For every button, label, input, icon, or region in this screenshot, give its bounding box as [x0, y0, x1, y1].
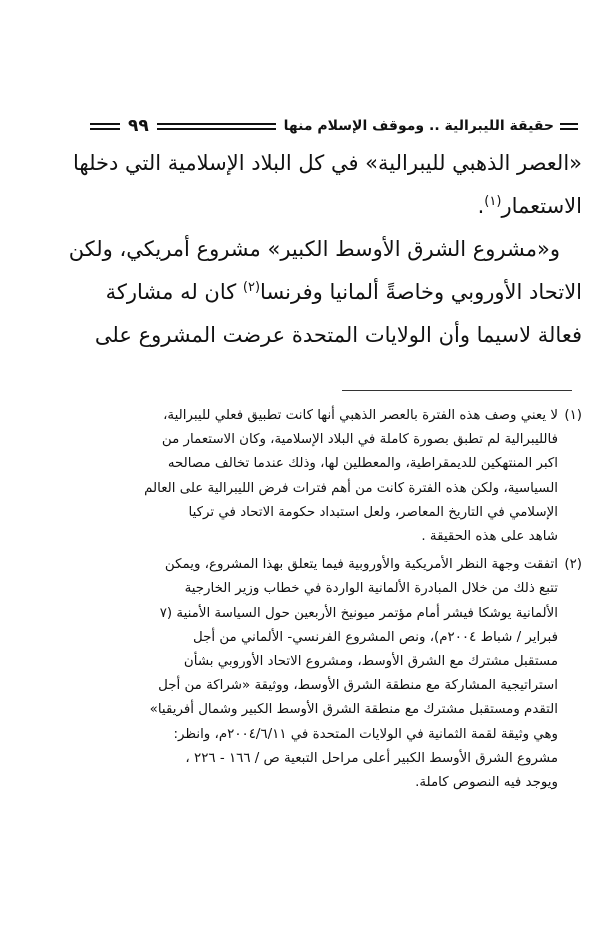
paragraph-2-line-2a: الاتحاد الأوروبي وخاصةً ألمانيا وفرنسا [260, 280, 582, 304]
footnote-line: مشروع الشرق الأوسط الكبير أعلى مراحل التبعية ص / ١٦٦ - ٢٢٦ ، [185, 750, 558, 766]
paragraph-2-line-3: فعالة لاسيما وأن الولايات المتحدة عرضت المشروع على [94, 323, 582, 347]
footnote-number: (١) [564, 408, 582, 423]
footnote-line: ويوجد فيه النصوص كاملة. [415, 775, 558, 791]
page-number: ٩٩ [128, 116, 149, 136]
paragraph-2-line-2b: كان له مشاركة [105, 280, 243, 304]
header-rule-middle [157, 123, 276, 130]
footnote-line: شاهد على هذه الحقيقة . [421, 529, 558, 545]
header-rule-right [560, 123, 578, 130]
footnote-line: تتبع ذلك من خلال المبادرة الألمانية الواردة في خطاب وزير الخارجية [184, 581, 558, 597]
paragraph-2-line-1: و«مشروع الشرق الأوسط الكبير» مشروع أمريكي، ولكن [68, 237, 560, 261]
paragraph-1-line-1: «العصر الذهبي لليبرالية» في كل البلاد الإسلامية التي دخلها [73, 151, 582, 175]
paragraph-2 [62, 228, 582, 357]
footnotes [62, 404, 582, 799]
footnote-line: الألمانية يوشكا فيشر أمام مؤتمر ميونيخ الأربعين حول السياسة الأمنية (٧ [159, 605, 558, 621]
paragraph-1-line-2: الاستعمار [501, 194, 582, 218]
footnote-line: فالليبرالية لم تطبق بصورة كاملة في البلاد الإسلامية، وكان الاستعمار من [161, 432, 558, 448]
footnote-separator [342, 390, 572, 391]
footnote-line: وهي وثيقة لقمة الثمانية في الولايات المتحدة في ٢٠٠٤/٦/١١م، وانظر: [173, 726, 558, 742]
running-header [90, 113, 578, 139]
main-text [62, 142, 582, 357]
footnote-reference-2[interactable]: (٢) [242, 280, 261, 295]
footnote-line: مستقبل مشترك مع الشرق الأوسط، ومشروع الاتحاد الأوروبي بشأن [183, 654, 558, 670]
footnote-line: استراتيجية المشاركة مع منطقة الشرق الأوسط، ووثيقة «شراكة من أجل [158, 678, 558, 694]
running-title: حقيقة الليبرالية .. وموقف الإسلام منها [283, 118, 554, 134]
footnote-line: السياسية، ولكن هذه الفترة كانت من أهم فترات فرض الليبرالية على العالم [144, 480, 558, 496]
header-rule-left [90, 123, 120, 130]
footnote-line: اتفقت وجهة النظر الأمريكية والأوروبية فيما يتعلق بهذا المشروع، ويمكن [164, 557, 558, 573]
footnote-2 [62, 553, 582, 795]
footnote-line: الإسلامي في التاريخ المعاصر، ولعل استبداد حكومة الاتحاد في تركيا [188, 504, 558, 520]
footnote-reference-1[interactable]: (١) [484, 194, 502, 209]
paragraph-1 [62, 142, 582, 228]
footnote-number: (٢) [564, 557, 582, 573]
footnote-line: لا يعني وصف هذه الفترة بالعصر الذهبي أنها كانت تطبيق فعلي لليبرالية، [163, 408, 558, 423]
paragraph-1-end: . [477, 194, 485, 218]
footnote-1 [62, 404, 582, 549]
footnote-line: اكبر المنتهكين للديمقراطية، والمعطلين لها، وذلك عندما تخالف مصالحه [167, 456, 558, 472]
footnote-line: التقدم ومستقبل مشترك مع منطقة الشرق الأوسط الكبير وشمال أفريقيا» [149, 702, 558, 718]
footnote-line: فبراير / شباط ٢٠٠٤م)، ونص المشروع الفرنسي- الألماني من أجل [192, 629, 558, 645]
